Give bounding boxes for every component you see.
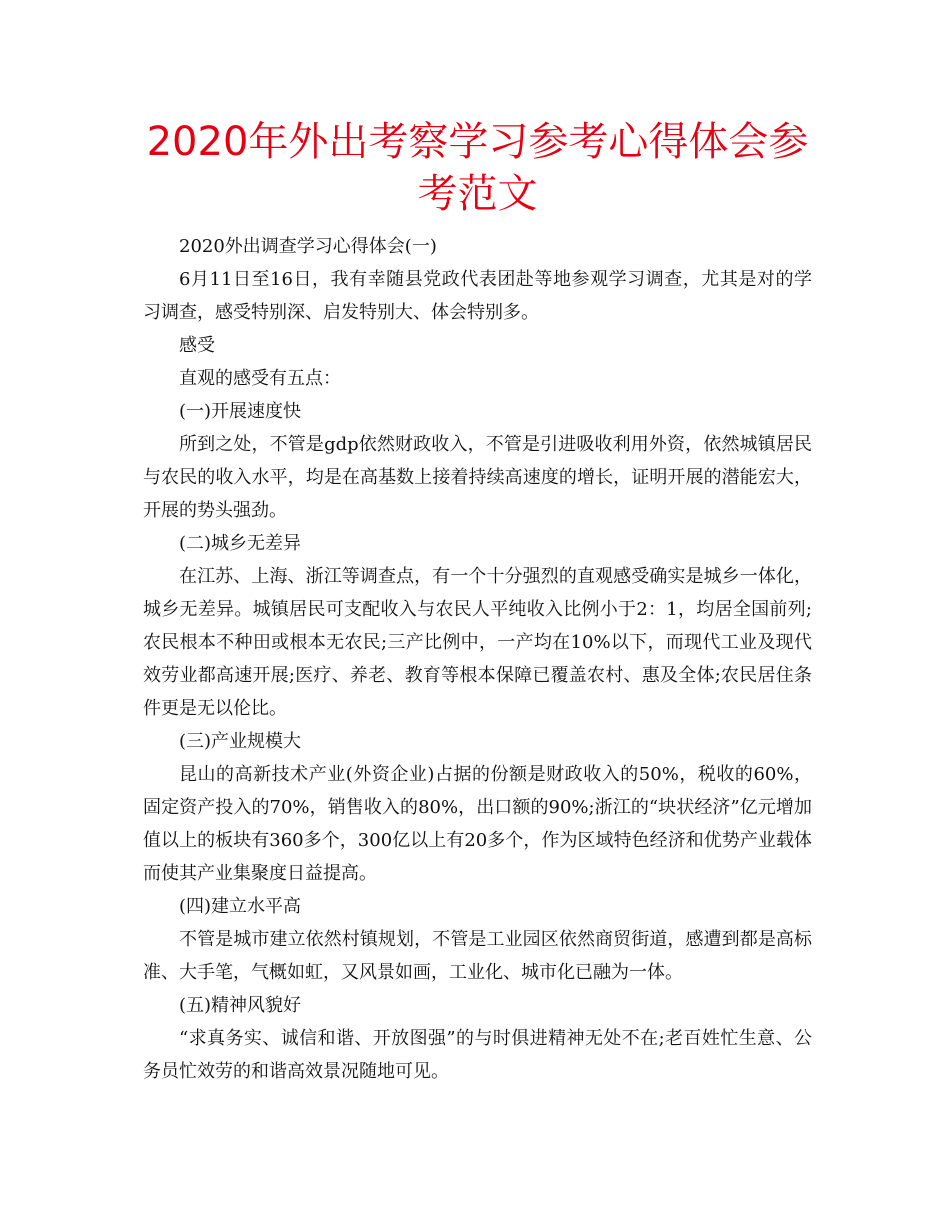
paragraph: 直观的感受有五点： [179, 368, 341, 389]
paragraph: 所到之处，不管是gdp依然财政收入，不管是引进吸收利用外资，依然城镇居民与农民的收入水平，均是在高基数上接着持续高速度的增长，证明开展的潜能宏大，开展的势头强劲。 [143, 434, 812, 521]
section-heading: 感受 [179, 335, 215, 356]
section-heading: (三)产业规模大 [179, 731, 302, 752]
paragraph: 昆山的高新技术产业(外资企业)占据的份额是财政收入的50%，税收的60%，固定资产投入的70%，销售收入的80%，出口额的90%;浙江的“块状经济”亿元增加值以上的板块有360多个，300亿以上有20多个，作为区域特色经济和优势产业载体而使其产业集聚度日益提高。 [143, 764, 812, 884]
paragraph: 2020外出调查学习心得体会(一) [179, 236, 437, 257]
paragraph: “求真务实、诚信和谐、开放图强”的与时俱进精神无处不在;老百姓忙生意、公务员忙效劳的和谐高效景况随地可见。 [143, 1028, 812, 1082]
section-heading: (五)精神风貌好 [179, 995, 302, 1016]
document-title: 2020年外出考察学习参考心得体会参考范文 [146, 119, 809, 217]
paragraph: 6月11日至16日，我有幸随县党政代表团赴等地参观学习调查，尤其是对的学习调查，感受特别深、启发特别大、体会特别多。 [143, 269, 812, 323]
paragraph: 在江苏、上海、浙江等调查点，有一个十分强烈的直观感受确实是城乡一体化，城乡无差异。城镇居民可支配收入与农民人平纯收入比例小于2：1，均居全国前列;农民根本不种田或根本无农民;三产比例中，一产均在10%以下，而现代工业及现代效劳业都高速开展;医疗、养老、教育等根本保障已覆盖农村、惠及全体;农民居住条件更是无以伦比。 [143, 566, 812, 719]
section-heading: (二)城乡无差异 [179, 533, 302, 554]
section-heading: (四)建立水平高 [179, 896, 302, 917]
section-heading: (一)开展速度快 [179, 401, 302, 422]
paragraph: 不管是城市建立依然村镇规划，不管是工业园区依然商贸街道，感遭到都是高标准、大手笔，气概如虹，又风景如画，工业化、城市化已融为一体。 [143, 929, 812, 983]
document-body [143, 230, 812, 1088]
